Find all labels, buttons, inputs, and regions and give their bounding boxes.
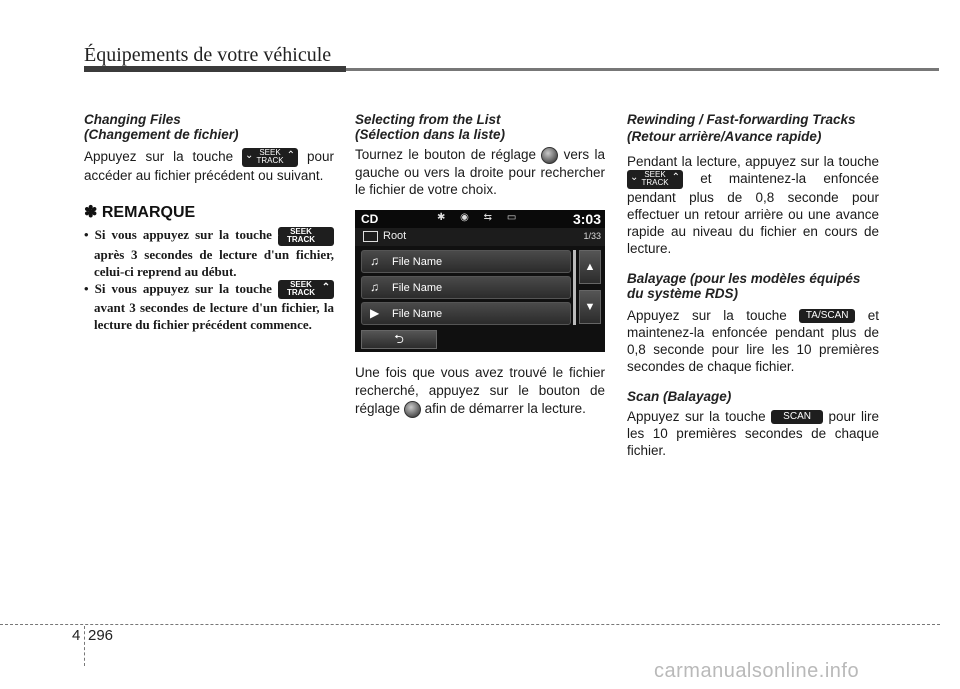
section-title-balayage bbox=[627, 271, 879, 301]
title-line-1: Changing Files bbox=[84, 112, 181, 127]
selecting-list-body-1 bbox=[355, 146, 605, 198]
file-name: File Name bbox=[392, 281, 443, 294]
seek-track-key-icon bbox=[242, 148, 298, 167]
remark-text: avant 3 secondes de lecture d'un fichier, la lecture du fichier précédent commence. bbox=[94, 300, 334, 333]
header-accent-bar bbox=[84, 66, 346, 72]
audio-screen-mockup bbox=[355, 210, 605, 352]
body-text: et maintenez-la enfoncée pendant plus de 0,8 seconde pour effectuer un retour arrière ou une avance rapide au niveau du fichier en cours de lecture. bbox=[627, 171, 879, 256]
key-label-top: SEEK bbox=[290, 226, 312, 236]
section-title-scan: Scan (Balayage) bbox=[627, 389, 732, 404]
body-text: Une fois que vous avez trouvé le fichier recherché, appuyez sur le bouton de réglage bbox=[355, 364, 605, 416]
chevron-right-icon: ⌃ bbox=[286, 150, 296, 161]
key-label-bottom: TRACK bbox=[256, 156, 284, 165]
key-label-top: SEEK bbox=[290, 280, 312, 290]
screen-clock: 3:03 bbox=[572, 210, 601, 227]
track-count: 1/33 bbox=[583, 230, 601, 241]
watermark: carmanualsonline.info bbox=[654, 660, 860, 682]
remark-item-2 bbox=[84, 280, 334, 334]
section-title-selecting-list bbox=[355, 112, 605, 142]
remark-text: • Si vous appuyez sur la touche bbox=[84, 280, 272, 296]
body-text: Appuyez sur la touche bbox=[84, 149, 234, 165]
body-text: vers la gauche ou vers la droite pour rechercher le fichier de votre choix. bbox=[355, 147, 605, 197]
body-text: pour accéder au fichier précédent ou suivant. bbox=[84, 149, 334, 183]
key-label-top: SEEK bbox=[259, 148, 281, 157]
seek-track-key-icon: ⌄ SEEK TRACK bbox=[278, 227, 334, 246]
key-label-bottom: TRACK bbox=[287, 288, 315, 298]
key-label-bottom: TRACK bbox=[641, 178, 669, 187]
ta-scan-key-icon: TA/SCAN bbox=[799, 309, 855, 323]
column-rewind-scan bbox=[627, 112, 879, 459]
section-title-rewinding bbox=[627, 112, 879, 147]
screen-mode-label: CD bbox=[361, 211, 379, 226]
section-title-changing-files bbox=[84, 112, 334, 142]
key-label-bottom: TRACK bbox=[287, 234, 315, 244]
page-number: 296 bbox=[88, 627, 114, 644]
chevron-left-icon: ⌄ bbox=[630, 172, 639, 183]
body-text: Appuyez sur la touche bbox=[627, 409, 766, 424]
changing-files-body bbox=[84, 148, 334, 184]
seek-track-key-icon bbox=[627, 170, 683, 189]
file-list-item[interactable] bbox=[361, 250, 571, 273]
title-line-2: (Sélection dans la liste) bbox=[355, 127, 506, 142]
page-header-title: Équipements de votre véhicule bbox=[84, 44, 332, 66]
seek-track-key-icon: SEEK TRACK ⌃ bbox=[278, 280, 334, 299]
column-changing-files bbox=[84, 112, 334, 333]
balayage-body bbox=[627, 307, 879, 375]
title-line-2: (Retour arrière/Avance rapide) bbox=[627, 129, 822, 144]
body-text: pour lire les 10 premières secondes de chaque fichier. bbox=[627, 409, 879, 458]
remark-text: • Si vous appuyez sur la touche bbox=[84, 227, 272, 242]
remark-item-1 bbox=[84, 226, 334, 280]
tune-knob-icon bbox=[541, 147, 558, 164]
scan-body bbox=[627, 408, 879, 459]
scan-key-icon: SCAN bbox=[771, 410, 823, 424]
remark-title: ✽ REMARQUE bbox=[84, 204, 196, 221]
tune-knob-icon bbox=[404, 401, 421, 418]
body-text: Pendant la lecture, appuyez sur la touche bbox=[627, 154, 879, 169]
music-note-icon: ♫ bbox=[370, 253, 379, 268]
file-name: File Name bbox=[392, 307, 443, 320]
back-button[interactable]: ⮌ bbox=[361, 330, 437, 349]
body-text: Appuyez sur la touche bbox=[627, 308, 787, 323]
key-label-top: SEEK bbox=[644, 170, 666, 179]
title-line-2: (Changement de fichier) bbox=[84, 127, 239, 142]
title-line-1: Rewinding / Fast-forwarding Tracks bbox=[627, 112, 856, 127]
title-line-1: Selecting from the List bbox=[355, 112, 501, 127]
remark-text: après 3 secondes de lecture d'un fichier, celui-ci reprend au début. bbox=[94, 246, 334, 279]
folder-name: Root bbox=[383, 229, 407, 242]
file-list-item[interactable] bbox=[361, 302, 571, 325]
body-text: Tournez le bouton de réglage bbox=[355, 147, 537, 162]
file-name: File Name bbox=[392, 255, 443, 268]
footer-divider bbox=[84, 626, 85, 666]
status-icons: ✱ ◉ ⇆ ▭ bbox=[437, 211, 523, 223]
rewinding-body bbox=[627, 153, 879, 257]
column-selecting-list bbox=[355, 112, 605, 418]
file-list-item[interactable] bbox=[361, 276, 571, 299]
music-note-icon: ♫ bbox=[370, 279, 379, 294]
folder-icon bbox=[363, 231, 378, 242]
screen-folder-bar bbox=[355, 228, 605, 246]
body-text: et maintenez-la enfoncée pendant plus de 0,8 seconde pour lire les 10 premières secondes de chaque fichier. bbox=[627, 308, 879, 374]
body-text: afin de démarrer la lecture. bbox=[424, 400, 586, 416]
footer-rule bbox=[0, 624, 940, 625]
chevron-left-icon: ⌄ bbox=[245, 150, 254, 161]
chevron-right-icon: ⌃ bbox=[671, 172, 680, 183]
chapter-number: 4 bbox=[72, 627, 81, 644]
title-line-2: du système RDS) bbox=[627, 286, 739, 301]
selecting-list-body-2 bbox=[355, 364, 605, 418]
play-icon: ▶ bbox=[370, 305, 380, 320]
scroll-down-button[interactable]: ▼ bbox=[579, 290, 601, 324]
list-scrollbar[interactable] bbox=[573, 250, 576, 325]
screen-status-bar bbox=[355, 210, 605, 228]
title-line-1: Balayage (pour les modèles équipés bbox=[627, 271, 861, 286]
scroll-up-button[interactable]: ▲ bbox=[579, 250, 601, 284]
